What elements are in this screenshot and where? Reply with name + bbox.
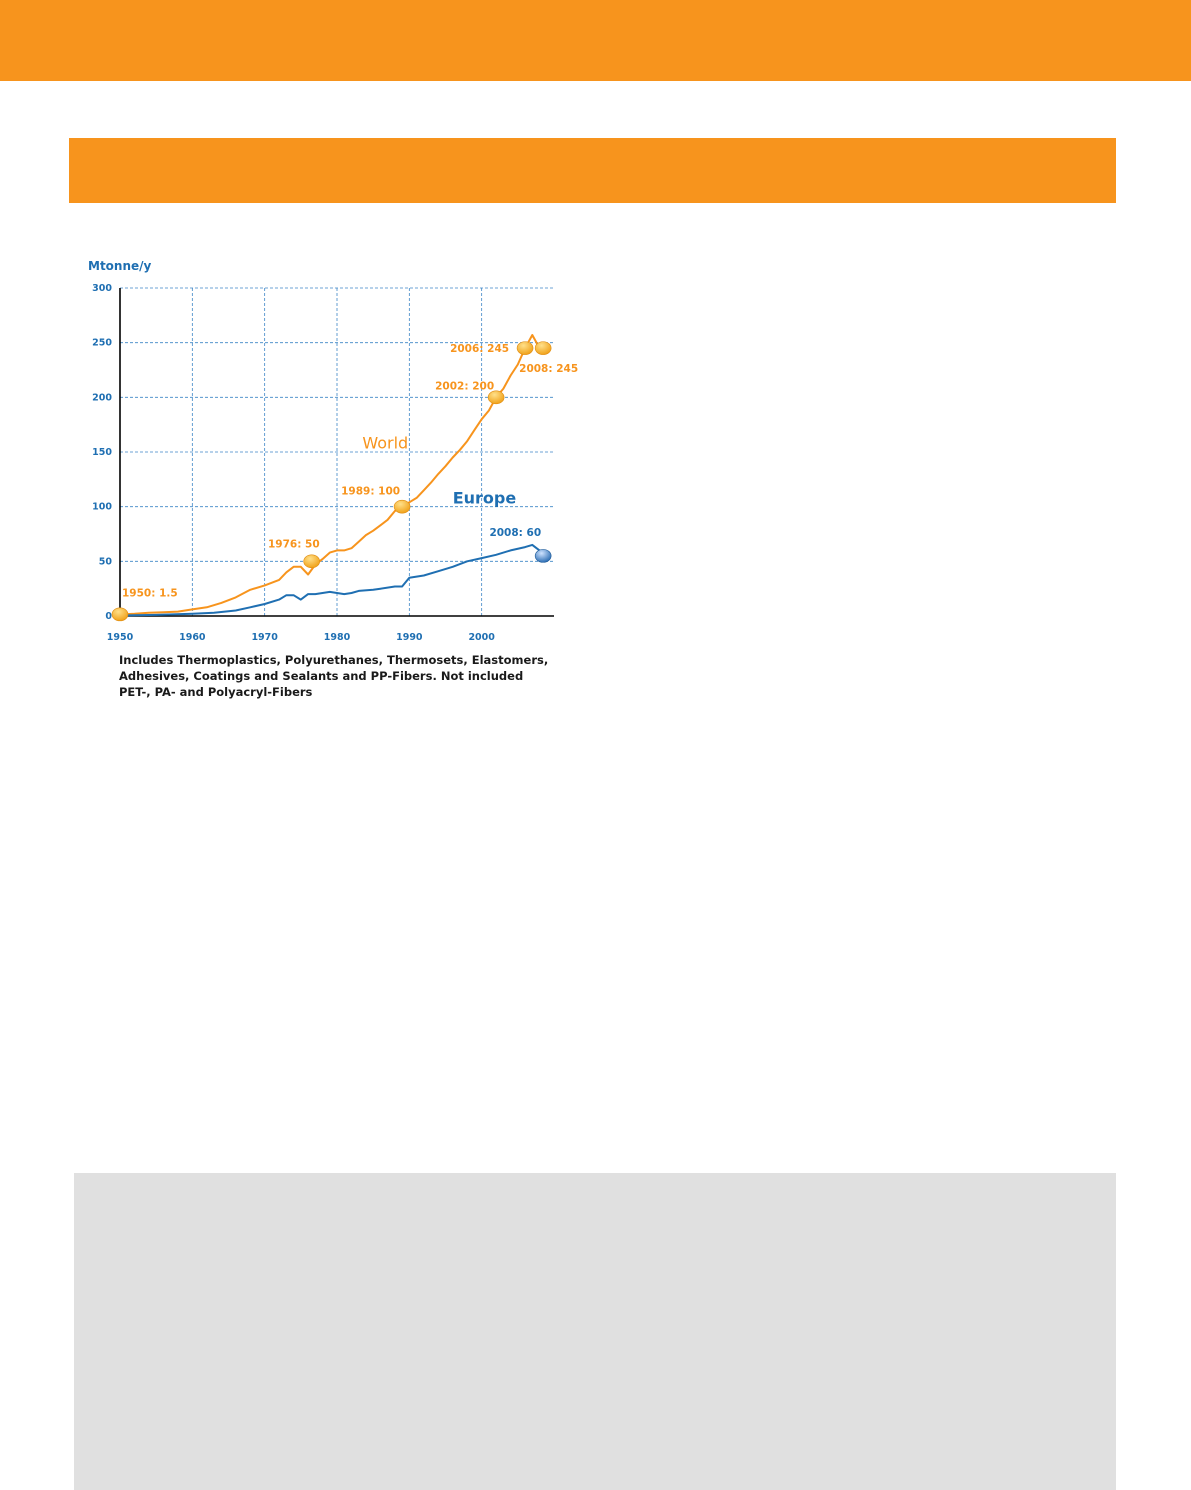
y-tick-label: 200 bbox=[92, 392, 112, 404]
y-tick-label: 50 bbox=[98, 556, 112, 568]
annotation-label: 1976: 50 bbox=[267, 538, 320, 551]
annotation-label: 2006: 245 bbox=[450, 343, 510, 356]
data-marker-world bbox=[488, 391, 504, 404]
y-tick-label: 250 bbox=[92, 337, 112, 349]
annotation-label: 1989: 100 bbox=[341, 485, 401, 498]
y-tick-label: 100 bbox=[92, 501, 112, 513]
data-marker-europe bbox=[535, 549, 551, 562]
x-tick-label: 1990 bbox=[396, 632, 423, 643]
grid-layer bbox=[120, 288, 554, 616]
y-tick-label: 300 bbox=[92, 283, 112, 294]
annotation-label: 2008: 245 bbox=[519, 363, 579, 376]
y-tick-label: 150 bbox=[92, 447, 112, 458]
series-label-europe: Europe bbox=[452, 488, 517, 508]
header-band bbox=[0, 0, 1191, 81]
data-marker-world bbox=[304, 555, 320, 568]
label-layer bbox=[122, 343, 578, 599]
annotation-label: 1950: 1.5 bbox=[122, 587, 178, 600]
data-marker-world bbox=[535, 342, 551, 355]
series-layer bbox=[120, 335, 540, 616]
series-line-world bbox=[120, 335, 540, 614]
x-tick-label: 1950 bbox=[106, 632, 134, 643]
annotation-label: 2002: 200 bbox=[435, 380, 495, 393]
series-label-world: World bbox=[362, 433, 409, 453]
series-line-europe bbox=[120, 545, 540, 616]
data-marker-world bbox=[112, 608, 128, 621]
x-tick-label: 1980 bbox=[323, 632, 351, 643]
y-axis-label: Mtonne/y bbox=[88, 259, 152, 273]
x-tick-label: 1970 bbox=[251, 632, 278, 643]
y-tick-label: 0 bbox=[105, 611, 112, 622]
annotation-label: 2008: 60 bbox=[489, 526, 542, 539]
info-panel bbox=[74, 1173, 1116, 1490]
chart-caption: Includes Thermoplastics, Polyurethanes, Thermosets, Elastomers, Adhesives, Coatings and Sealants and PP-Fibers. Not included PET-, PA- and Polyacryl-Fibers bbox=[119, 653, 549, 699]
x-tick-label: 2000 bbox=[468, 632, 495, 643]
data-marker-world bbox=[517, 342, 533, 355]
x-tick-label: 1960 bbox=[179, 632, 206, 643]
title-band bbox=[69, 138, 1116, 203]
data-marker-world bbox=[394, 500, 410, 513]
plastics-production-chart bbox=[80, 250, 580, 645]
axis-layer bbox=[88, 259, 554, 643]
